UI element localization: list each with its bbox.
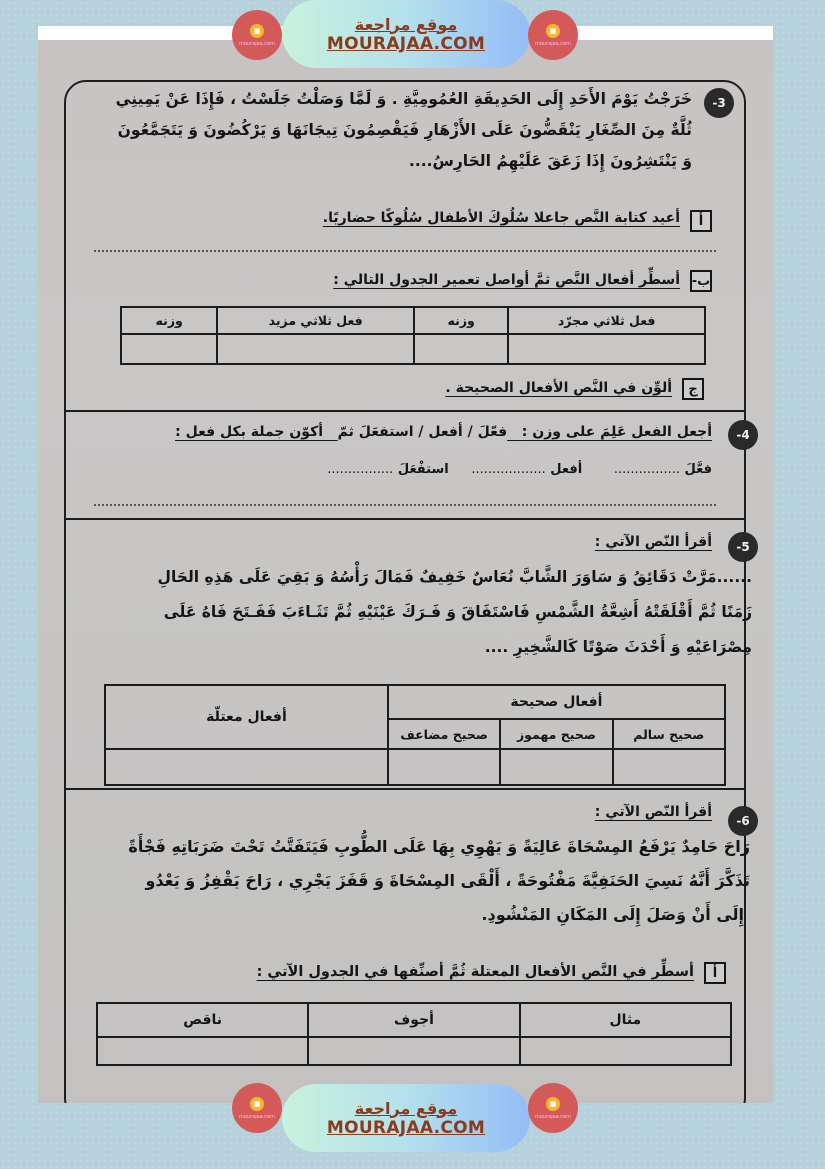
table-header: أجوف [308, 1003, 519, 1037]
text-line: مِصْرَاعَيْهِ وَ أَحْدَثَ صَوْتًا كَالشَّخِيرِ .... [484, 638, 752, 656]
logo-caption: mourajaa.com [534, 40, 571, 47]
exercise-3-text [116, 84, 692, 177]
fill-label: استفْعَلَ [397, 462, 449, 477]
exercise-4-instruction [175, 424, 712, 440]
book-logo-icon: ■ [546, 1097, 560, 1111]
watermark-logo-right [528, 1083, 578, 1133]
instruction-part: أجعل الفعل عَلِمَ على وزن : [521, 424, 712, 440]
table-cell[interactable] [520, 1037, 731, 1065]
exercise-number-badge: 4- [730, 422, 756, 448]
table-subheader: صحيح مضاعف [388, 719, 500, 749]
exercise-6 [64, 788, 750, 1088]
table-subheader: صحيح سالم [613, 719, 725, 749]
watermark-banner-bottom[interactable] [282, 1084, 530, 1152]
exercise-number-badge: 3- [706, 90, 732, 116]
question-label-a: أ [690, 210, 712, 232]
exercise-6-title: أقرأ النّص الآتي : [594, 804, 712, 820]
table-cell[interactable] [500, 749, 612, 785]
table-subheader: صحيح مهموز [500, 719, 612, 749]
text-line: تَذَكَّرَ أَنَّهُ نَسِيَ الحَنَفِيَّةَ مَفْتُوحَةً ، أَلْقَى المِسْحَاةَ وَ قَفَزَ يَجْرِي ، رَاحَ يَقْفِزُ وَ يَعْدُو [145, 871, 750, 890]
fill-blank[interactable]: .................. [471, 462, 546, 477]
text-line: وَ يَنْتَشِرُونَ إِذَا زَعَقَ عَلَيْهِمُ الحَارِسُ.... [408, 152, 692, 170]
table-header: أفعال معتلّة [105, 685, 388, 749]
book-logo-icon: ■ [250, 1097, 264, 1111]
question-a-text: أعيد كتابة النَّص جاعلا سُلُوكَ الأطفال سُلُوكًا حضاريًا. [322, 210, 680, 226]
table-cell[interactable] [508, 334, 705, 364]
fill-blank[interactable]: ................ [327, 462, 394, 477]
book-logo-icon: ■ [546, 24, 560, 38]
table-header: مثال [520, 1003, 731, 1037]
text-line: خَرَجْتُ يَوْمَ الأَحَدِ إِلَى الحَدِيقَةِ العُمُومِيَّةِ . وَ لَمَّا وَصَلْتُ جَلَسْتُ ، فَإِذَا عَنْ يَمِينِي [115, 90, 692, 108]
question-label-b: ب- [690, 270, 712, 292]
logo-caption: mourajaa.com [238, 1113, 275, 1120]
table-header: فعل ثلاثي مزيد [217, 307, 414, 334]
question-b-text: أسطِّر أفعال النَّص ثمَّ أواصل تعمير الجدول التالي : [333, 272, 680, 288]
question-c-text: ألوِّن في النَّص الأفعال الصحيحة . [445, 380, 672, 396]
table-header-row [105, 685, 725, 719]
table-cell[interactable] [97, 1037, 308, 1065]
fill-label: فعَّلَ [684, 462, 712, 477]
table-header: ناقص [97, 1003, 308, 1037]
exercise-number-badge: 6- [730, 808, 756, 834]
logo-caption: mourajaa.com [238, 40, 275, 47]
table-header: وزنه [414, 307, 508, 334]
watermark-arabic: موقع مراجعة [354, 14, 458, 34]
table-group-header: أفعال صحيحة [388, 685, 725, 719]
table-header-row [121, 307, 705, 334]
text-line: رَاحَ حَامِدٌ يَرْفَعُ المِسْحَاةَ عَالِيَةً وَ يَهْوِي بِهَا عَلَى الطُّوبِ فَيَتَفَتَّتُ تَحْتَ ضَرَبَاتِهِ فَجْأَةً [128, 837, 750, 856]
table-cell[interactable] [121, 334, 217, 364]
text-line: ثُلَّةٌ مِنَ الصِّغَارِ يَنْقَضُّونَ عَلَى الأَزْهَارِ فَيَقْصِمُونَ تِيجَانَهَا وَ يَرْكُضُونَ وَ يَتَجَمَّعُونَ [117, 121, 692, 139]
exercise-5 [64, 518, 752, 788]
answer-dotted-line [94, 250, 716, 252]
watermark-logo-right [528, 10, 578, 60]
exercise-4 [64, 410, 750, 518]
watermark-logo-left [232, 1083, 282, 1133]
document-page [38, 26, 773, 1103]
fill-in-line [327, 462, 712, 477]
instruction-part: فعّلَ / أفعل / استفعَلَ ثمّ [337, 424, 508, 440]
question-label-a: أ [704, 962, 726, 984]
watermark-latin: MOURAJAA.COM [326, 1117, 486, 1138]
defective-verbs-table [96, 1002, 732, 1066]
text-line: زَمَنًا ثُمَّ أَقْلَقَتْهُ أَشِعَّةُ الشَّمْسِ فَاسْتَفَاقَ وَ فَـرَكَ عَيْنَيْهِ ثُمَّ تَثَـاءَبَ فَفَـتَحَ فَاهُ عَلَى [163, 603, 752, 621]
question-a-text: أسطِّر في النَّص الأفعال المعتلة ثُمَّ أصنِّفها في الجدول الآتي : [256, 964, 694, 980]
table-header-row [97, 1003, 731, 1037]
table-cell[interactable] [105, 749, 388, 785]
text-line: ......مَرَّتْ دَقَائِقُ وَ سَاوَرَ الشَّابَّ نُعَاسٌ خَفِيفٌ فَمَالَ رَأْسُهُ وَ بَقِيَ عَلَى هَذِهِ الحَالِ [157, 568, 752, 586]
verbs-weight-table [120, 306, 706, 365]
exercise-5-title: أقرأ النّص الآتي : [594, 534, 712, 550]
table-cell[interactable] [308, 1037, 519, 1065]
question-label-c: ج [682, 378, 704, 400]
table-cell[interactable] [388, 749, 500, 785]
table-cell[interactable] [414, 334, 508, 364]
instruction-part: أكوّن جملة بكل فعل : [175, 424, 324, 440]
table-row [105, 749, 725, 785]
table-row [97, 1037, 731, 1065]
table-cell[interactable] [217, 334, 414, 364]
table-header: فعل ثلاثي مجرّد [508, 307, 705, 334]
fill-label: أفعل [550, 462, 583, 477]
table-header: وزنه [121, 307, 217, 334]
watermark-latin: MOURAJAA.COM [326, 33, 486, 54]
table-cell[interactable] [613, 749, 725, 785]
fill-blank[interactable]: ................ [613, 462, 680, 477]
exercise-5-text [158, 562, 752, 663]
watermark-arabic: موقع مراجعة [354, 1098, 458, 1118]
text-line: إِلَى أَنْ وَصَلَ إِلَى المَكَانِ المَنْشُودِ. [481, 905, 744, 924]
table-row [121, 334, 705, 364]
watermark-banner-top[interactable] [282, 0, 530, 68]
book-logo-icon: ■ [250, 24, 264, 38]
exercise-3 [64, 80, 746, 410]
watermark-logo-left [232, 10, 282, 60]
logo-caption: mourajaa.com [534, 1113, 571, 1120]
scanned-worksheet [38, 40, 773, 1103]
exercise-number-badge: 5- [730, 534, 756, 560]
exercise-6-text [128, 830, 750, 932]
verbs-classification-table [104, 684, 726, 786]
answer-dotted-line [94, 504, 716, 506]
